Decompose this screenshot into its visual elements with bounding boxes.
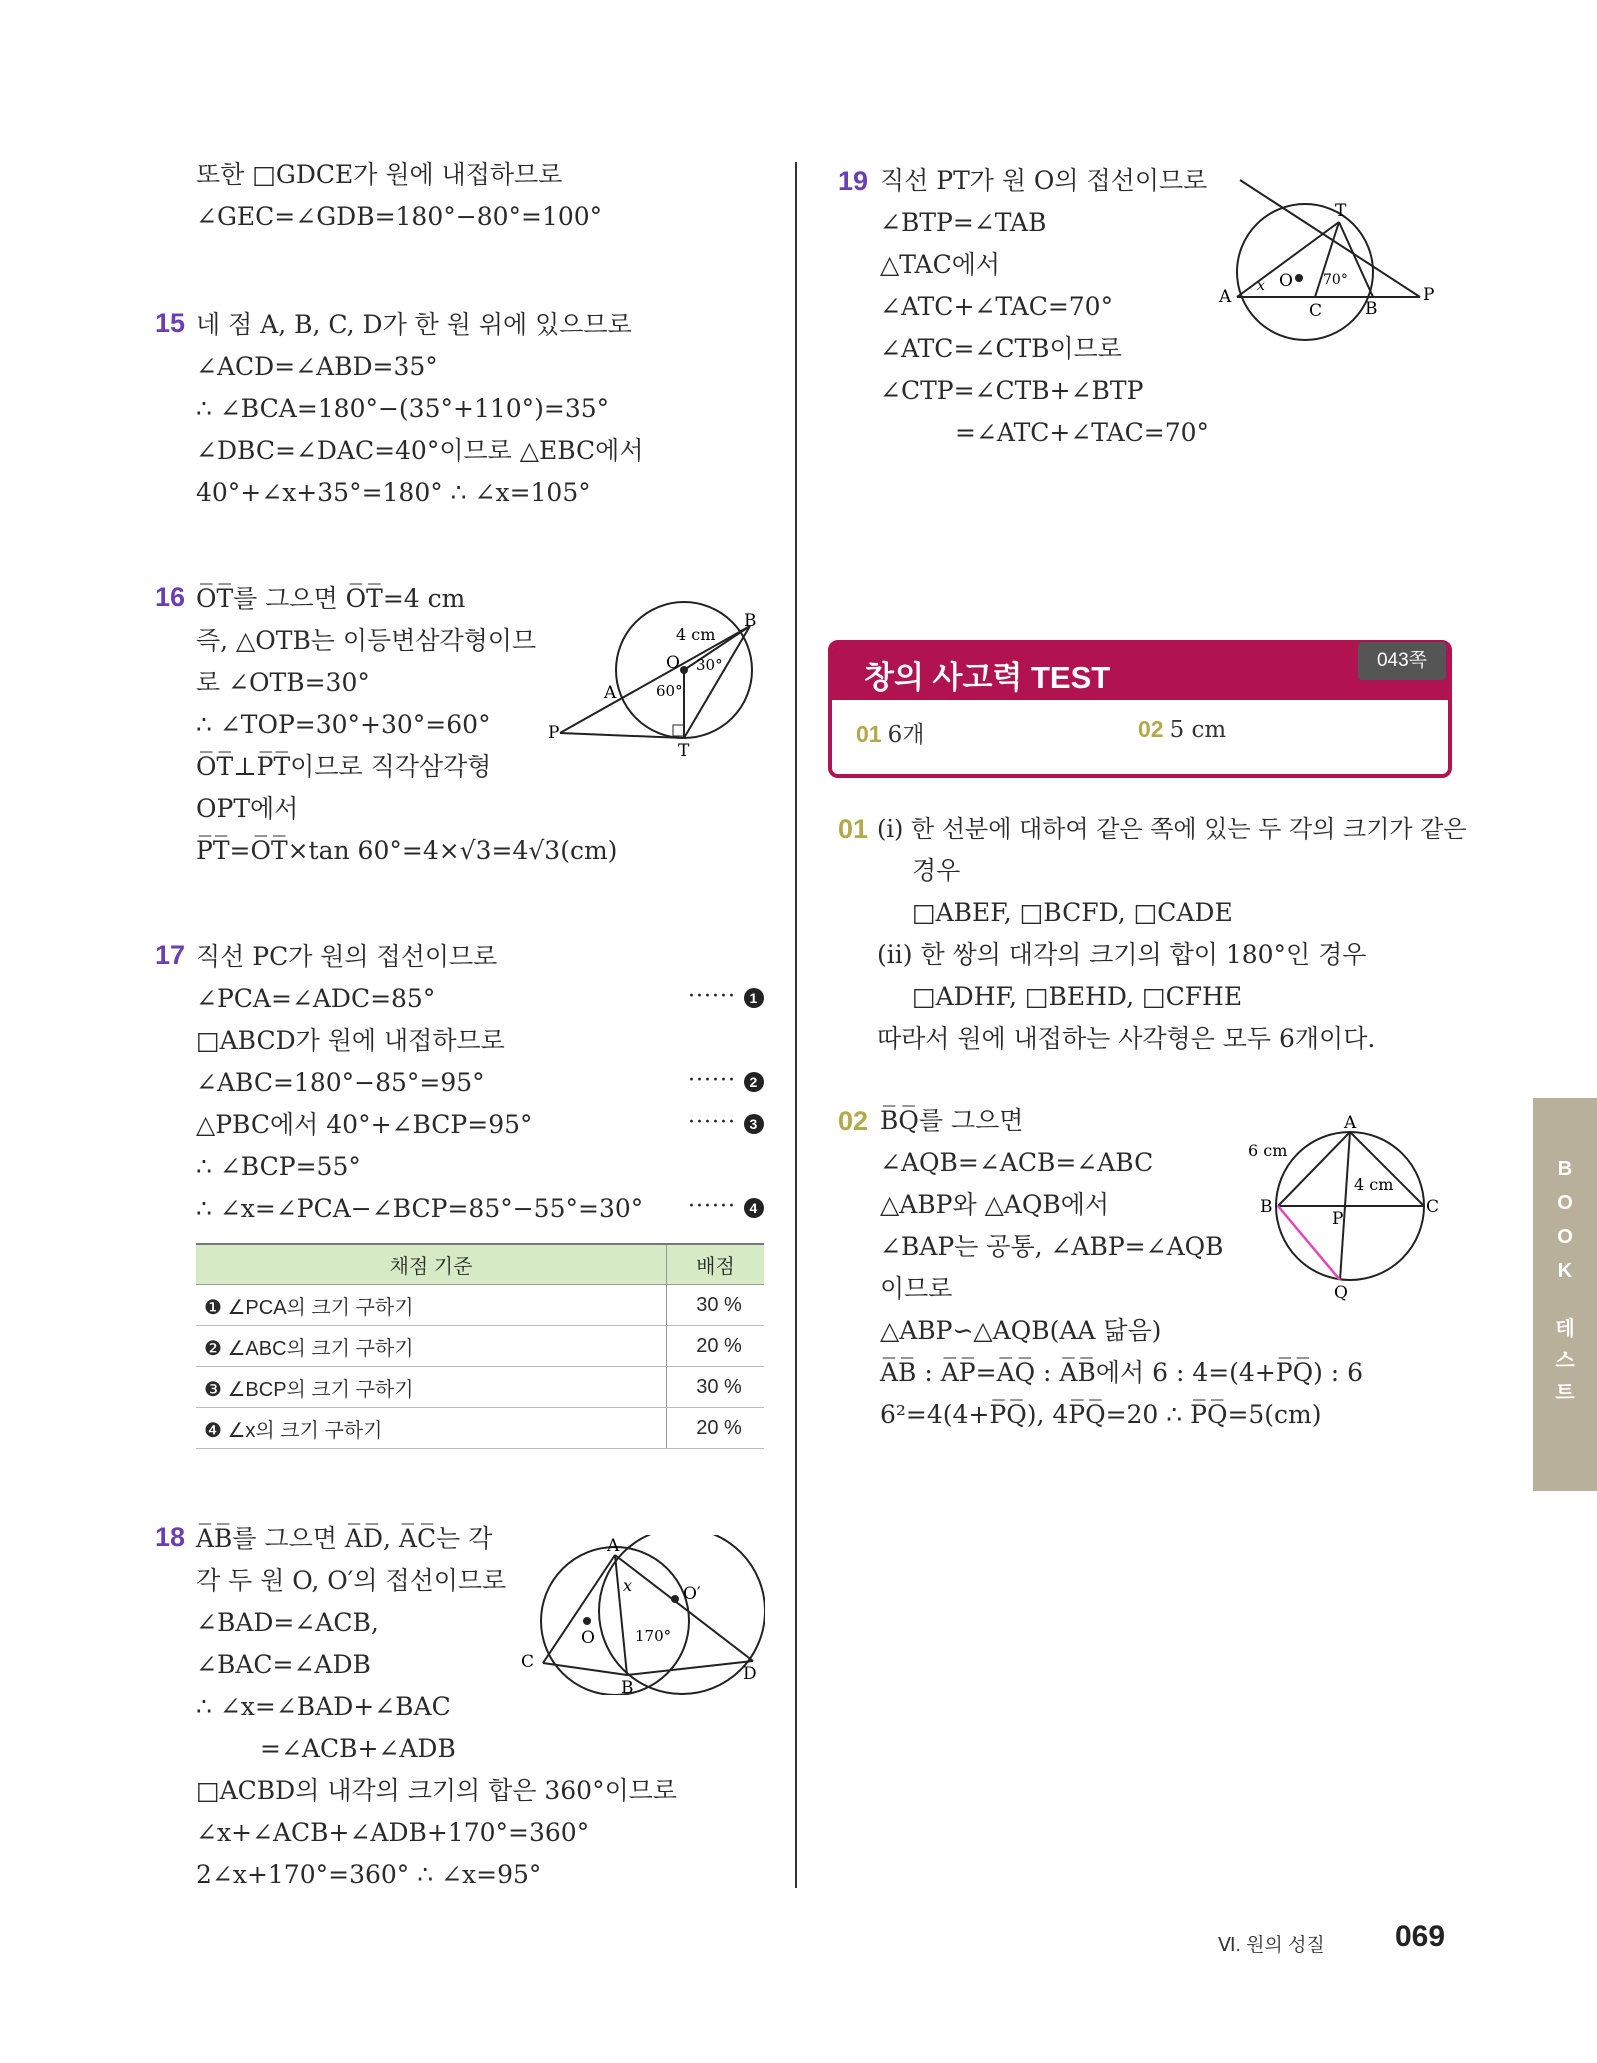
side-tab-letter: K xyxy=(1557,1260,1573,1282)
figure-label: x xyxy=(1257,278,1265,294)
text-line: 경우 xyxy=(912,856,961,885)
text-line: 6²=4(4+P̅Q̅), 4P̅Q̅=20 ∴ P̅Q̅=5(cm) xyxy=(880,1400,1322,1429)
side-tab-test-book xyxy=(1533,1098,1597,1491)
figure-label: A xyxy=(604,683,617,703)
problem-number: 17 xyxy=(155,940,186,970)
figure-label: P xyxy=(548,723,560,743)
figure-label: 30° xyxy=(696,656,723,674)
text-line: (i) 한 선분에 대하여 같은 쪽에 있는 두 각의 크기가 같은 xyxy=(877,815,1467,843)
text-line: ∴ ∠TOP=30°+30°=60° xyxy=(196,710,491,739)
text-line: ∠CTP=∠CTB+∠BTP xyxy=(880,376,1144,405)
page-number: 069 xyxy=(1395,1920,1446,1953)
text-line: △ABP와 △AQB에서 xyxy=(880,1190,1110,1219)
figure-label: O xyxy=(581,1628,595,1648)
side-tab-letter: B xyxy=(1557,1158,1573,1180)
text-line: ∴ ∠x=∠PCA−∠BCP=85°−55°=30° xyxy=(196,1194,644,1223)
text-line: A̅B̅ : A̅P̅=A̅Q̅ : A̅B̅에서 6 : 4=(4+P̅Q̅) : 6 xyxy=(880,1358,1364,1387)
figure-label: A xyxy=(1219,287,1232,307)
problem-number: 01 xyxy=(838,814,869,844)
figure-label: 4 cm xyxy=(1354,1175,1394,1194)
text-line: OPT에서 xyxy=(196,794,299,823)
text-line: P̅T̅=O̅T̅×tan 60°=4×√3=4√3(cm) xyxy=(196,836,618,865)
table-row xyxy=(196,1408,764,1449)
text-line: ∠ABC=180°−85°=95° xyxy=(196,1068,485,1097)
table-cell: ❹ ∠x의 크기 구하기 xyxy=(196,1408,667,1449)
figure-label: P xyxy=(1332,1209,1344,1229)
figure-label: B xyxy=(621,1678,634,1695)
figure-label: A xyxy=(607,1536,620,1556)
text-line: ∠ATC=∠CTB이므로 xyxy=(880,334,1122,363)
text-line: ∠AQB=∠ACB=∠ABC xyxy=(880,1148,1154,1177)
figure-label: D xyxy=(743,1664,757,1684)
column-divider xyxy=(795,162,797,1888)
text-line: O̅T̅를 그으면 O̅T̅=4 cm xyxy=(196,584,466,613)
figure-label: B xyxy=(744,611,757,631)
figure-label: 60° xyxy=(656,682,683,700)
figure-19 xyxy=(1215,172,1440,347)
text-line: ∴ ∠x=∠BAD+∠BAC xyxy=(196,1692,451,1721)
problem-number: 16 xyxy=(155,582,186,612)
figure-label: 4 cm xyxy=(676,625,716,644)
scoring-table xyxy=(196,1243,764,1449)
problem-number: 02 xyxy=(838,1106,869,1136)
text-line: ∠PCA=∠ADC=85° xyxy=(196,984,436,1013)
text-line: □ACBD의 내각의 크기의 합은 360°이므로 xyxy=(196,1776,678,1805)
figure-label: 170° xyxy=(635,1627,672,1645)
figure-label: C xyxy=(1426,1197,1440,1217)
text-line: △TAC에서 xyxy=(880,250,1001,279)
figure-label: C xyxy=(1309,301,1323,321)
side-tab-letter: O xyxy=(1557,1192,1573,1214)
step-marker: ······ 2 xyxy=(688,1068,764,1093)
side-tab-letter: 스 xyxy=(1555,1350,1575,1372)
table-cell: ❶ ∠PCA의 크기 구하기 xyxy=(196,1285,667,1326)
text-line: O̅T̅⊥P̅T̅이므로 직각삼각형 xyxy=(196,752,492,781)
text-line: △PBC에서 40°+∠BCP=95° xyxy=(196,1110,533,1139)
figure-label: C xyxy=(521,1652,535,1672)
text-line: ∠BAP는 공통, ∠ABP=∠AQB xyxy=(880,1232,1224,1261)
table-cell: 20 % xyxy=(667,1408,765,1449)
figure-label: T xyxy=(678,741,690,760)
text-line: ∠BAD=∠ACB, xyxy=(196,1608,379,1637)
text-line: □ABEF, □BCFD, □CADE xyxy=(912,898,1233,927)
text-line: ∠ATC+∠TAC=70° xyxy=(880,292,1114,321)
step-marker: ······ 1 xyxy=(688,984,764,1009)
text-line: 이므로 xyxy=(880,1274,953,1303)
text-line: (ii) 한 쌍의 대각의 크기의 합이 180°인 경우 xyxy=(877,940,1367,969)
table-row xyxy=(196,1326,764,1367)
figure-16 xyxy=(548,590,768,760)
text-line: ∠BTP=∠TAB xyxy=(880,208,1047,237)
test-title: 창의 사고력 TEST xyxy=(864,660,1111,695)
text-line: =∠ACB+∠ADB xyxy=(260,1734,456,1763)
text-line: □ADHF, □BEHD, □CFHE xyxy=(912,982,1243,1011)
figure-label: Q xyxy=(1334,1283,1348,1302)
figure-label: O xyxy=(1279,271,1293,291)
text-line: 직선 PC가 원의 접선이므로 xyxy=(196,942,498,971)
figure-label: O′ xyxy=(683,1584,701,1604)
side-tab-letter: 테 xyxy=(1555,1318,1575,1340)
test-answer-01: 01 6개 xyxy=(856,721,925,748)
figure-02 xyxy=(1248,1112,1448,1302)
text-line: 즉, △OTB는 이등변삼각형이므 xyxy=(196,626,537,655)
test-header xyxy=(832,644,1448,700)
text-line: 각 두 원 O, O′의 접선이므로 xyxy=(196,1566,507,1595)
problem-number: 18 xyxy=(155,1522,186,1552)
table-cell: 30 % xyxy=(667,1285,765,1326)
figure-label: O xyxy=(666,653,680,673)
text-line: ∠x+∠ACB+∠ADB+170°=360° xyxy=(196,1818,590,1847)
text-line: 따라서 원에 내접하는 사각형은 모두 6개이다. xyxy=(877,1024,1376,1053)
figure-label: x xyxy=(623,1576,633,1595)
table-row xyxy=(196,1285,764,1326)
problem-number: 19 xyxy=(838,166,869,196)
figure-label: P xyxy=(1423,285,1435,305)
text-line: ∠ACD=∠ABD=35° xyxy=(196,352,438,381)
text-line: 네 점 A, B, C, D가 한 원 위에 있으므로 xyxy=(196,310,632,339)
text-line: ∴ ∠BCA=180°−(35°+110°)=35° xyxy=(196,394,610,423)
footer-section: Ⅵ. 원의 성질 xyxy=(1218,1935,1325,1956)
test-answer-02: 02 5 cm xyxy=(1138,716,1227,743)
table-header: 배점 xyxy=(667,1244,765,1285)
page-reference-tag: 043쪽 xyxy=(1358,642,1446,680)
table-row xyxy=(196,1367,764,1408)
table-cell: ❸ ∠BCP의 크기 구하기 xyxy=(196,1367,667,1408)
figure-label: T xyxy=(1335,201,1347,221)
figure-label: B xyxy=(1365,299,1378,319)
text-line: 2∠x+170°=360° ∴ ∠x=95° xyxy=(196,1860,542,1889)
table-cell: 20 % xyxy=(667,1326,765,1367)
figure-label: A xyxy=(1344,1113,1357,1133)
figure-label: B xyxy=(1260,1197,1273,1217)
figure-label: 70° xyxy=(1323,272,1348,288)
text-line: 또한 □GDCE가 원에 내접하므로 xyxy=(196,160,563,189)
text-line: 로 ∠OTB=30° xyxy=(196,668,370,697)
text-line: ∠GEC=∠GDB=180°−80°=100° xyxy=(196,202,603,231)
text-line: ∠DBC=∠DAC=40°이므로 △EBC에서 xyxy=(196,436,644,465)
text-line: 40°+∠x+35°=180° ∴ ∠x=105° xyxy=(196,478,591,507)
text-line: □ABCD가 원에 내접하므로 xyxy=(196,1026,505,1055)
step-marker: ······ 4 xyxy=(688,1194,764,1219)
text-line: ∠BAC=∠ADB xyxy=(196,1650,371,1679)
text-line: 직선 PT가 원 O의 접선이므로 xyxy=(880,166,1208,195)
text-line: △ABP∽△AQB(AA 닮음) xyxy=(880,1316,1162,1345)
side-tab-letter: 트 xyxy=(1555,1382,1575,1404)
step-marker: ······ 3 xyxy=(688,1110,764,1135)
text-line: =∠ATC+∠TAC=70° xyxy=(955,418,1210,447)
table-cell: 30 % xyxy=(667,1367,765,1408)
table-header: 채점 기준 xyxy=(196,1244,667,1285)
text-line: ∴ ∠BCP=55° xyxy=(196,1152,361,1181)
figure-18 xyxy=(515,1535,765,1695)
text-line: B̅Q̅를 그으면 xyxy=(880,1106,1024,1135)
problem-number: 15 xyxy=(155,308,186,338)
figure-label: 6 cm xyxy=(1248,1141,1288,1160)
side-tab-letter: O xyxy=(1557,1226,1573,1248)
table-cell: ❷ ∠ABC의 크기 구하기 xyxy=(196,1326,667,1367)
text-line: A̅B̅를 그으면 A̅D̅, A̅C̅는 각 xyxy=(196,1524,493,1553)
